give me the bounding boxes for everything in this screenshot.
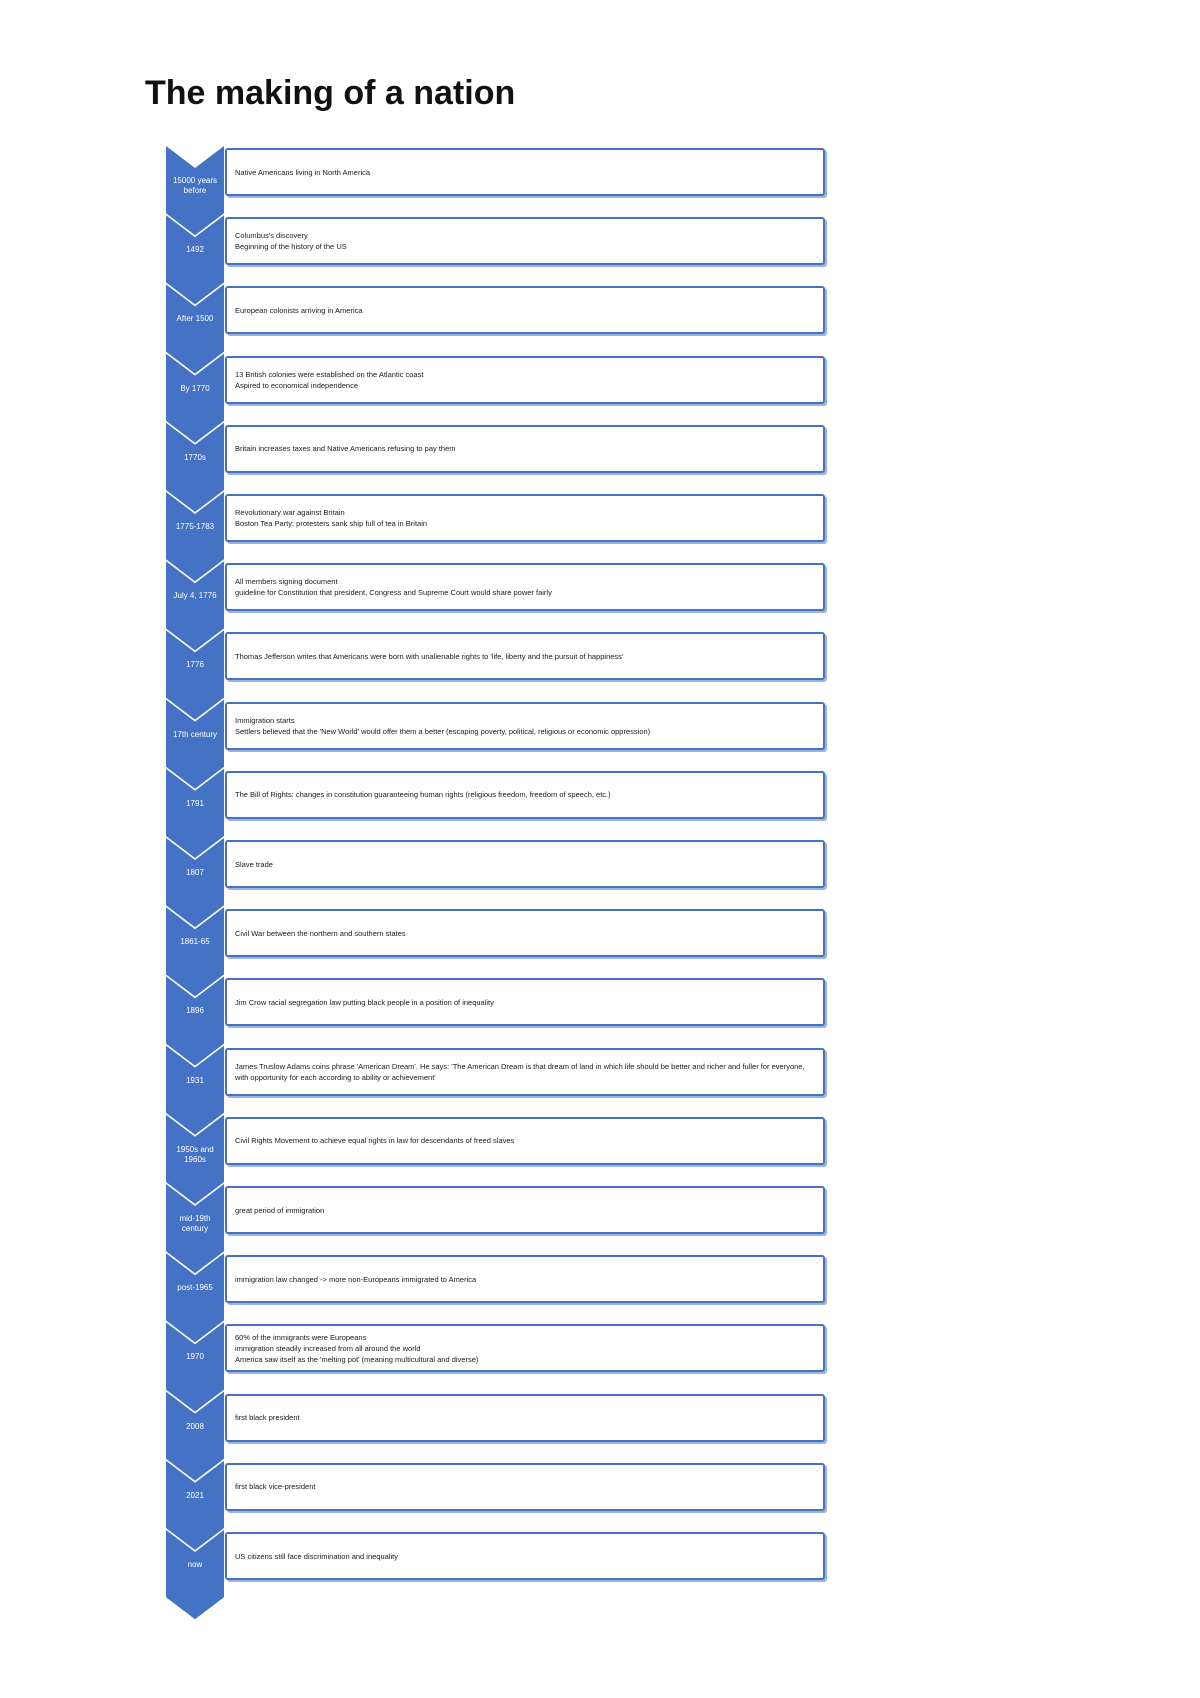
timeline-event-text: [235, 443, 456, 454]
timeline-event-line: European colonists arriving in America: [235, 305, 363, 315]
timeline-event-box: [225, 702, 825, 750]
timeline-date-label: 1861-65: [180, 937, 210, 947]
timeline-event-line: guideline for Constitution that president, Congress and Supreme Court would share power fairly: [235, 588, 552, 598]
timeline-date-label: After 1500: [176, 314, 214, 324]
timeline-date-label: 1775-1783: [175, 522, 215, 531]
timeline-event-text: [235, 167, 370, 178]
timeline-event-line: All members signing document: [235, 577, 338, 587]
timeline-event-line: 60% of the immigrants were Europeans: [235, 1332, 367, 1342]
timeline-event-line: Jim Crow racial segregation law putting black people in a position of inequality: [235, 997, 494, 1007]
timeline-event-line: Britain increases taxes and Native Americans refusing to pay them: [235, 444, 456, 454]
timeline-event-box: [225, 425, 825, 473]
timeline-event-line: immigration law changed -> more non-Europeans immigrated to America: [235, 1274, 477, 1284]
timeline-event-box: [225, 1117, 825, 1165]
timeline-event-text: [235, 1332, 478, 1365]
timeline-date-label: 17th century: [172, 729, 218, 739]
timeline-event-line: Native Americans living in North America: [235, 167, 371, 177]
timeline-event-text: [235, 1061, 815, 1083]
page-title: The making of a nation: [145, 74, 516, 112]
timeline-event-text: [235, 928, 406, 939]
timeline-event-box: [225, 286, 825, 334]
timeline-event-text: [235, 715, 650, 737]
timeline-event-text: [235, 1135, 514, 1146]
timeline-date-label: 1896: [186, 1006, 204, 1016]
timeline-date-label: 1776: [186, 660, 204, 670]
timeline-date-label: By 1770: [180, 383, 210, 393]
timeline-date-label: 1492: [186, 245, 204, 255]
timeline-event-text: [235, 576, 552, 598]
timeline-event-text: [235, 369, 423, 391]
timeline-event-box: [225, 1394, 825, 1442]
timeline-event-line: James Truslow Adams coins phrase 'American Dream'. He says: 'The American Dream is that dream of land in which life should be better and richer and fuller for everyone, with opportunity for each according to ability or achievement': [235, 1061, 805, 1082]
timeline-date-label: now: [187, 1560, 203, 1569]
timeline-event-box: [225, 840, 825, 888]
timeline-event-line: 13 British colonies were established on the Atlantic coast: [235, 369, 424, 379]
timeline-event-text: [235, 789, 611, 800]
timeline-event-text: [235, 305, 363, 316]
timeline-date-label: mid-19th century: [179, 1214, 211, 1233]
timeline-event-box: [225, 1463, 825, 1511]
timeline-event-line: Settlers believed that the 'New World' would offer them a better (escaping poverty, political, religious or economic oppression): [235, 726, 651, 736]
timeline-event-text: [235, 1412, 300, 1423]
timeline-date-label: 1791: [186, 798, 204, 808]
timeline-event-line: Civil Rights Movement to achieve equal rights in law for descendants of freed slaves: [235, 1136, 515, 1146]
timeline-event-text: [235, 1551, 398, 1562]
timeline-event-line: first black president: [235, 1413, 300, 1423]
timeline-event-box: [225, 632, 825, 680]
timeline-date-label: 2021: [186, 1490, 204, 1500]
timeline-date-label: July 4, 1776: [173, 591, 217, 601]
timeline-event-box: [225, 909, 825, 957]
timeline-date-label: post-1965: [177, 1283, 213, 1293]
timeline-event-box: [225, 1255, 825, 1303]
timeline-date-label: 1931: [186, 1075, 204, 1085]
timeline-event-box: [225, 978, 825, 1026]
timeline-date-label: 1950s and 1960s: [176, 1144, 214, 1164]
timeline-date-label: 15000 years before: [172, 176, 218, 195]
timeline-event-line: Slave trade: [235, 859, 273, 869]
timeline-event-text: [235, 230, 347, 252]
timeline-event-box: [225, 356, 825, 404]
timeline-event-text: [235, 507, 427, 529]
timeline-event-line: Beginning of the history of the US: [235, 242, 347, 252]
timeline-event-box: [225, 1532, 825, 1580]
timeline-event-text: [235, 859, 273, 870]
timeline-event-line: first black vice-president: [235, 1482, 316, 1492]
timeline-event-box: [225, 217, 825, 265]
timeline-event-line: Civil War between the northern and southern states: [235, 928, 406, 938]
timeline-event-line: Aspired to economical independence: [235, 380, 358, 390]
timeline-event-line: America saw itself as the 'melting pot' (meaning multicultural and diverse): [235, 1354, 479, 1364]
timeline-event-box: [225, 494, 825, 542]
timeline-date-label: 1770s: [184, 452, 206, 462]
timeline-event-text: [235, 1205, 324, 1216]
timeline-event-line: Columbus's discovery: [235, 231, 308, 241]
timeline-event-box: [225, 148, 825, 196]
timeline-event-line: Immigration starts: [235, 715, 295, 725]
timeline-event-text: [235, 651, 623, 662]
timeline-event-line: Revolutionary war against Britain: [235, 508, 345, 517]
timeline-event-box: [225, 1324, 825, 1372]
timeline-event-text: [235, 1274, 476, 1285]
timeline-date-label: 1807: [186, 868, 204, 877]
timeline-event-box: [225, 1048, 825, 1096]
timeline-event-line: The Bill of Rights: changes in constitution guaranteeing human rights (religious freedom, freedom of speech, etc.): [235, 790, 611, 800]
timeline-event-line: great period of immigration: [235, 1205, 325, 1215]
timeline-event-box: [225, 771, 825, 819]
timeline-event-box: [225, 1186, 825, 1234]
timeline-date-label: 1970: [186, 1352, 204, 1362]
timeline-event-text: [235, 997, 494, 1008]
timeline-event-line: Thomas Jefferson writes that Americans were born with unalienable rights to 'life, liberty and the pursuit of happiness': [235, 651, 624, 661]
timeline-event-line: US citizens still face discrimination and inequality: [235, 1551, 398, 1561]
timeline-event-box: [225, 563, 825, 611]
timeline-event-text: [235, 1481, 315, 1492]
timeline-date-label: 2008: [186, 1421, 204, 1431]
timeline-event-line: immigration steadily increased from all around the world: [235, 1343, 421, 1353]
timeline-event-line: Boston Tea Party: protesters sank ship full of tea in Britain: [235, 519, 428, 528]
